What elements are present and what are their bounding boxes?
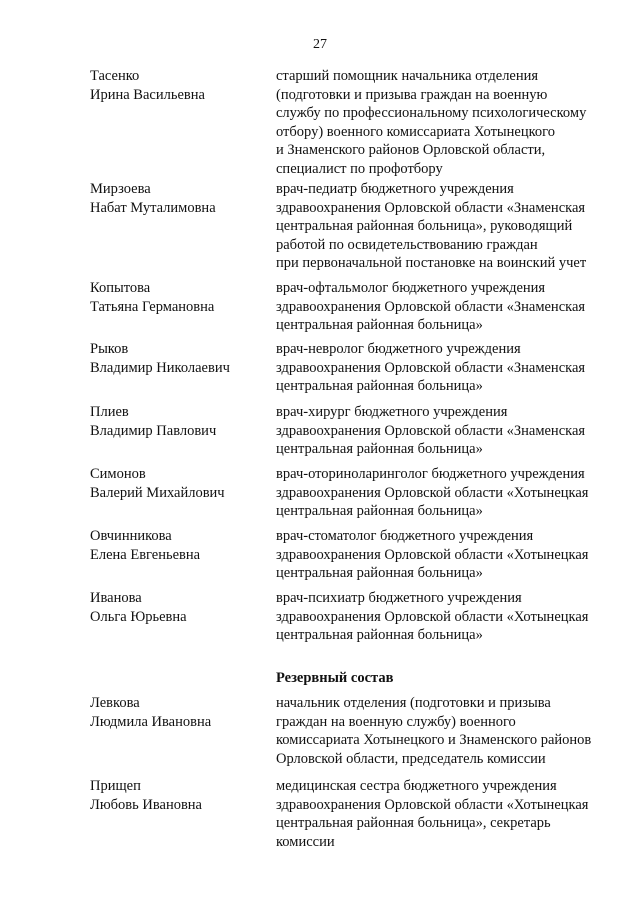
- role-line: врач-оториноларинголог бюджетного учреждения: [276, 466, 585, 482]
- reserve-heading: Резервный состав: [276, 670, 394, 686]
- page-number: 27: [313, 37, 327, 52]
- member-given-name: Владимир Павлович: [90, 422, 217, 439]
- role-line: центральная районная больница»: [276, 441, 483, 457]
- role-line: врач-стоматолог бюджетного учреждения: [276, 528, 534, 544]
- member-surname: Овчинникова: [90, 528, 172, 544]
- member-role: [276, 279, 626, 335]
- role-line: Орловской области, председатель комиссии: [276, 750, 546, 767]
- role-line: центральная районная больница»: [276, 565, 483, 581]
- role-line: врач-хирург бюджетного учреждения: [276, 404, 508, 420]
- role-line: работой по освидетельствованию граждан: [276, 236, 538, 253]
- member-name: [90, 279, 270, 316]
- member-name: [90, 527, 270, 564]
- role-line: здравоохранения Орловской области «Знаменская: [276, 359, 586, 376]
- member-name: [90, 589, 270, 626]
- role-line: центральная районная больница»: [276, 317, 483, 333]
- role-line: начальник отделения (подготовки и призыва: [276, 695, 551, 711]
- member-given-name: Валерий Михайлович: [90, 484, 225, 501]
- role-line: центральная районная больница»: [276, 503, 483, 519]
- member-given-name: Владимир Николаевич: [90, 359, 230, 376]
- member-role: [276, 340, 626, 396]
- role-line: комиссии: [276, 833, 335, 850]
- member-given-name: Татьяна Германовна: [90, 298, 215, 315]
- member-role: [276, 777, 626, 851]
- member-name: [90, 694, 270, 731]
- member-given-name: Людмила Ивановна: [90, 713, 212, 730]
- member-surname: Копытова: [90, 280, 151, 296]
- role-line: здравоохранения Орловской области «Хотынецкая: [276, 484, 589, 501]
- member-role: [276, 465, 626, 521]
- role-line: врач-психиатр бюджетного учреждения: [276, 590, 522, 606]
- role-line: (подготовки и призыва граждан на военную: [276, 86, 548, 103]
- member-name: [90, 340, 270, 377]
- role-line: и Знаменского районов Орловской области,: [276, 142, 546, 158]
- role-line: здравоохранения Орловской области «Хотынецкая: [276, 546, 589, 563]
- role-line: врач-офтальмолог бюджетного учреждения: [276, 280, 546, 296]
- member-role: [276, 527, 626, 583]
- member-surname: Симонов: [90, 466, 146, 482]
- role-line: при первоначальной постановке на воинский учет: [276, 255, 587, 271]
- member-surname: Тасенко: [90, 68, 140, 84]
- member-name: [90, 403, 270, 440]
- role-line: медицинская сестра бюджетного учреждения: [276, 778, 557, 794]
- member-name: [90, 465, 270, 502]
- role-line: здравоохранения Орловской области «Хотынецкая: [276, 608, 589, 625]
- member-surname: Рыков: [90, 341, 129, 357]
- role-line: врач-невролог бюджетного учреждения: [276, 341, 521, 357]
- role-line: врач-педиатр бюджетного учреждения: [276, 181, 514, 197]
- member-role: [276, 180, 626, 273]
- member-surname: Плиев: [90, 404, 129, 420]
- member-name: [90, 180, 270, 217]
- member-role: [276, 589, 626, 645]
- member-given-name: Елена Евгеньевна: [90, 546, 201, 563]
- role-line: комиссариата Хотынецкого и Знаменского районов: [276, 732, 592, 748]
- member-surname: Прищеп: [90, 778, 141, 794]
- member-given-name: Ирина Васильевна: [90, 86, 205, 103]
- member-surname: Левкова: [90, 695, 140, 711]
- member-role: [276, 67, 626, 178]
- member-surname: Иванова: [90, 590, 142, 606]
- role-line: центральная районная больница», руководящий: [276, 218, 573, 234]
- role-line: специалист по профотбору: [276, 160, 443, 177]
- member-given-name: Набат Муталимовна: [90, 199, 216, 216]
- role-line: центральная районная больница»: [276, 378, 483, 394]
- member-given-name: Ольга Юрьевна: [90, 608, 187, 625]
- member-given-name: Любовь Ивановна: [90, 796, 202, 813]
- role-line: здравоохранения Орловской области «Знаменская: [276, 422, 586, 439]
- role-line: граждан на военную службу) военного: [276, 713, 516, 730]
- member-name: [90, 777, 270, 814]
- member-role: [276, 403, 626, 459]
- member-role: [276, 694, 626, 768]
- role-line: здравоохранения Орловской области «Знаменская: [276, 199, 586, 216]
- role-line: здравоохранения Орловской области «Хотынецкая: [276, 796, 589, 813]
- role-line: центральная районная больница», секретарь: [276, 815, 551, 831]
- role-line: отбору) военного комиссариата Хотынецкого: [276, 123, 556, 140]
- member-surname: Мирзоева: [90, 181, 151, 197]
- role-line: старший помощник начальника отделения: [276, 68, 539, 84]
- role-line: центральная районная больница»: [276, 627, 483, 643]
- role-line: службу по профессиональному психологическому: [276, 105, 587, 121]
- role-line: здравоохранения Орловской области «Знаменская: [276, 298, 586, 315]
- member-name: [90, 67, 270, 104]
